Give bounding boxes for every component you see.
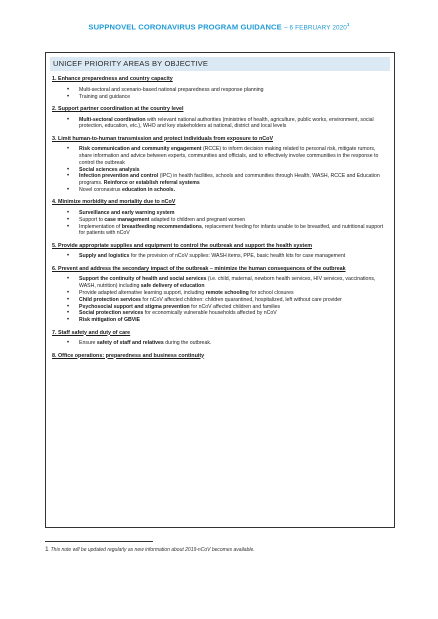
item-text: Training and guidance [79,93,131,100]
emphasis-text: Reinforce or establish referral systems [103,180,200,187]
list-item [79,173,388,187]
objectives-list [46,71,394,360]
item-text: adapted to children and pregnant women [149,216,246,223]
emphasis-text: remote schooling [205,290,249,297]
list-item [79,290,388,297]
document-date: – 6 FEBRUARY 2020 [284,24,347,32]
item-text: for nCoV affected children and families [189,303,281,310]
item-text: during the outbreak. [163,340,212,347]
objective-section [52,243,388,261]
objective-title: 1. Enhance preparedness and country capacity [52,76,173,82]
item-text: Support to [79,216,105,223]
emphasis-text: Support the continuity of health and social services [79,276,207,283]
list-item [79,146,388,166]
item-text: (IPC) in health facilities, schools and communities through Health, WASH, RCCE and Education programs. [79,173,380,187]
objective-items [52,340,388,347]
list-item [79,276,388,290]
emphasis-text: Social protection services [79,310,144,317]
emphasis-text: safe delivery of education [140,283,205,290]
list-item [79,297,388,304]
objective-items [52,87,388,101]
list-item [79,87,388,94]
emphasis-text: Multi-sectoral coordination [79,116,146,123]
footnote-reference: 1 [346,22,350,27]
objective-title: 4. Minimize morbidity and mortality due to nCoV [52,199,176,206]
emphasis-text: Child protection services [79,296,141,303]
document-title: SUPPNOVEL CORONAVIRUS PROGRAM GUIDANCE [88,22,282,32]
list-item [79,340,388,347]
emphasis-text: breastfeeding recommendations [121,223,202,230]
objective-items [52,146,388,194]
objective-section [52,76,388,100]
list-item [79,187,388,194]
item-text: for nCoV affected children: children quarantined, hospitalized, left without care provider [140,296,342,303]
item-text: Ensure [79,340,97,347]
emphasis-text: Social sciences analysis [79,166,140,173]
list-item [79,94,388,101]
item-text: with relevant national authorities (ministries of health, agriculture, public works, environment, social protection, education, etc.), WHO and key stakeholders at national, district and local levels [79,116,374,130]
objective-section [52,266,388,324]
item-text: for economically vulnerable households affected by nCoV [143,310,277,317]
footnote [45,546,255,553]
item-text: for the provision of nCoV supplies: WASH items, PPE, basic health kits for case management [129,253,346,260]
item-text: for school closures [248,290,294,297]
footnote-text: This note will be updated regularly as new information about 2019-nCoV becomes available. [50,547,255,553]
emphasis-text: Infection prevention and control [79,173,159,180]
objective-title: 6. Prevent and address the secondary impact of the outbreak – minimize the human consequences of the outbreak [52,265,346,272]
footnote-divider [45,541,153,542]
emphasis-text: Psychosocial support and stigma prevention [79,303,190,310]
list-item [79,167,388,174]
objective-items [52,276,388,324]
list-item [79,304,388,311]
objective-items [52,210,388,237]
objective-title: 3. Limit human-to-human transmission and protect individuals from exposure to nCoV [52,135,274,142]
objective-items [52,117,388,131]
emphasis-text: Surveillance and early warning system [79,210,175,217]
objective-section [52,106,388,130]
list-item [79,117,388,131]
list-item [79,224,388,238]
objective-title: 8. Office operations: preparedness and business continuity [52,352,205,359]
emphasis-text: Supply and logistics [79,253,130,260]
emphasis-text: safety of staff and relatives [96,340,164,347]
objective-section [52,136,388,194]
item-text: , replacement feeding for infants unable to be breastfed, and nutritional support for patients with nCoV [79,223,384,237]
emphasis-text: education in schools. [121,187,176,194]
objective-section [52,330,388,348]
priority-areas-box [45,52,395,528]
objective-section [52,199,388,237]
list-item [79,217,388,224]
emphasis-text: Risk communication and community engagement [79,146,202,153]
list-item [79,253,388,260]
item-text: (i.e. child, maternal, newborn health services, HIV services, vaccinations, WASH, nutrition) including [79,276,376,290]
page-title [0,22,438,32]
item-text: Multi-sectoral and scenario-based national preparedness and response planning [79,86,264,93]
objective-title: 2. Support partner coordination at the country level [52,105,184,112]
list-item [79,317,388,324]
emphasis-text: case management [104,216,150,223]
item-text: Provide adapted alternative learning support, including [79,290,206,297]
item-text: (RCCE) to inform decision making related to personal risk, mitigate rumors, share information and advice between experts, communities and officials, and to effectively involve communities in the response to control the outbreak [79,146,379,166]
footnote-mark: 1 [45,546,49,553]
item-text: Implementation of [79,223,122,230]
list-item [79,310,388,317]
box-title: UNICEF PRIORITY AREAS BY OBJECTIVE [50,57,390,71]
objective-title: 5. Provide appropriate supplies and equipment to control the outbreak and support the health system [52,242,312,249]
emphasis-text: Risk mitigation of GBViE [79,317,141,324]
list-item [79,210,388,217]
item-text: Novel coronavirus [79,187,122,194]
objective-items [52,253,388,260]
objective-title: 7. Staff safety and duty of care [52,329,131,336]
objective-section [52,353,388,360]
